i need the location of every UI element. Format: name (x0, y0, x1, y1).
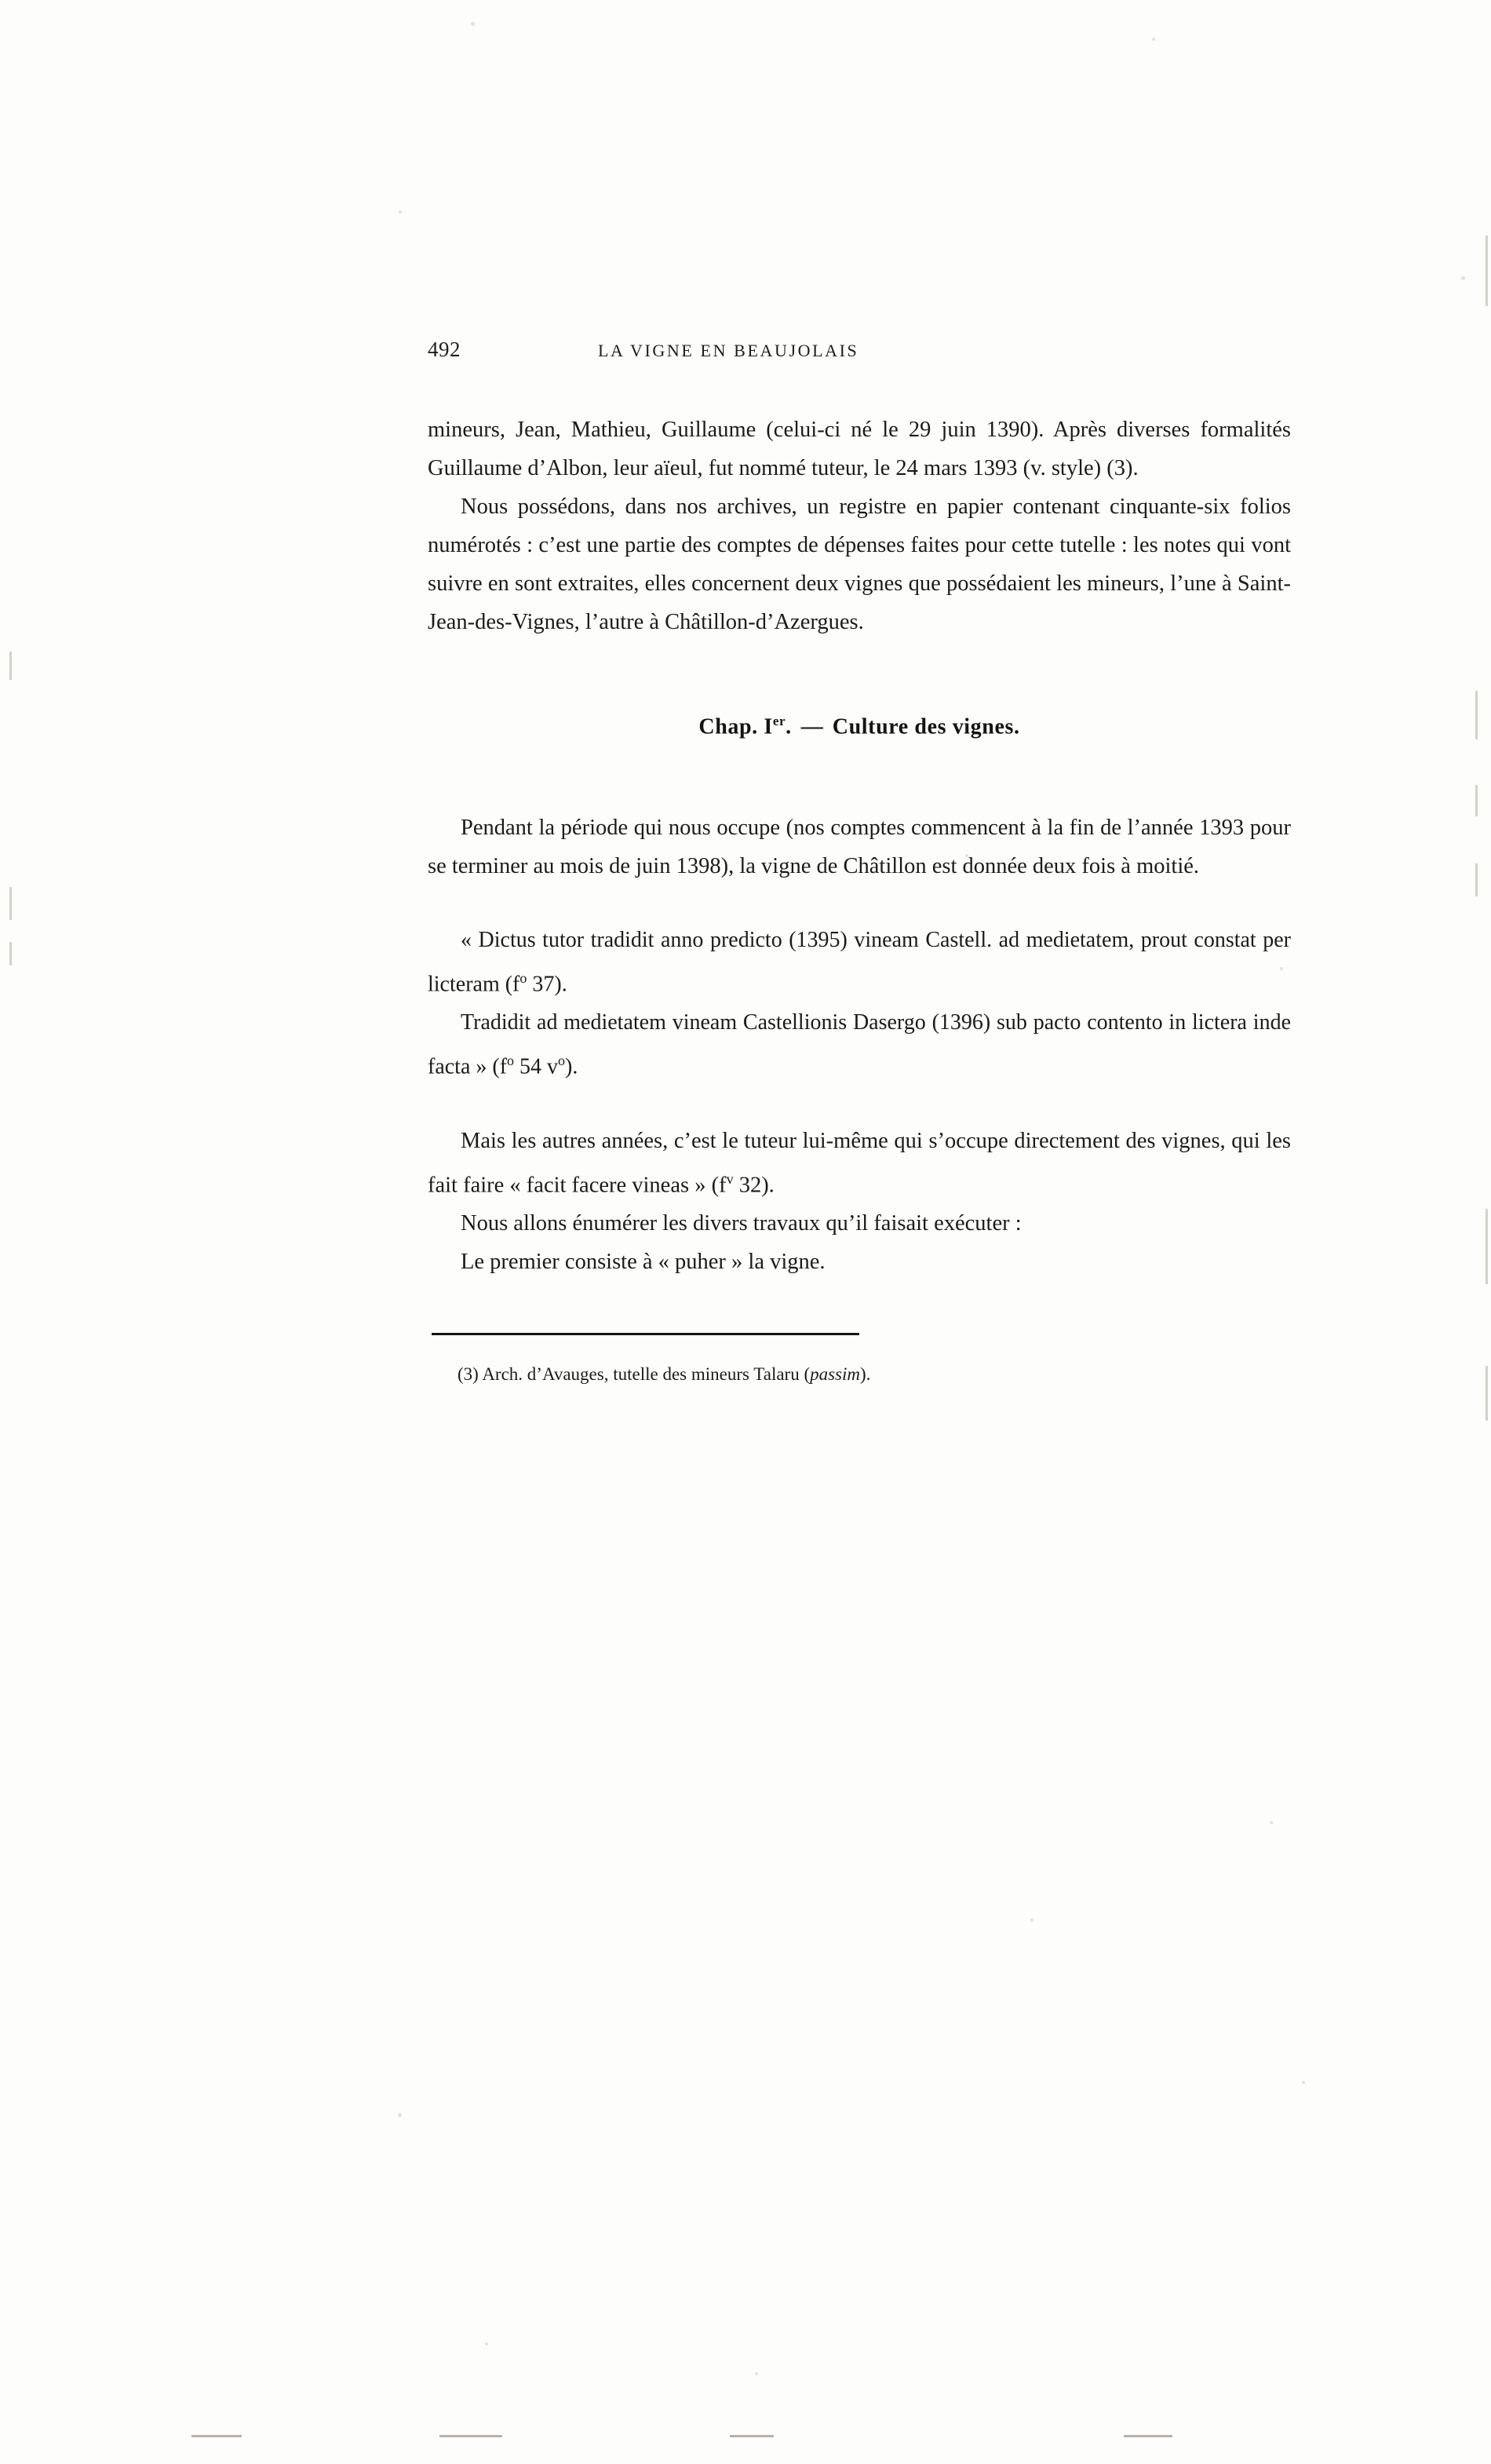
footnote-separator-rule (432, 1333, 859, 1335)
margin-bleed-mark (1486, 1209, 1488, 1284)
paragraph-6: Le premier consiste à « puher » la vigne. (461, 1250, 826, 1275)
quotation-2-text: Tradidit ad medietatem vineam Castellionis Dasergo (1396) sub pacto contento in lictera inde facta » (f (428, 1009, 1291, 1079)
margin-bleed-mark (9, 942, 12, 966)
paragraph-5: Nous allons énumérer les divers travaux qu’il faisait exécuter : (461, 1211, 1022, 1236)
paragraph-3: Pendant la période qui nous occupe (nos comptes commencent à la fin de l’année 1393 pour se terminer au mois de juin 1398), la vigne de Châtillon est donnée deux fois à moitié. (428, 816, 1291, 879)
bottom-mark (730, 2435, 774, 2437)
footnote-text-tail: ). (860, 1364, 871, 1385)
verso-superscript: o (558, 1052, 566, 1068)
scan-speck (1461, 276, 1465, 280)
page-number: 492 (428, 338, 461, 361)
running-head-title: LA VIGNE EN BEAUJOLAIS (598, 341, 859, 360)
bottom-mark (439, 2435, 502, 2437)
folio-superscript: o (519, 970, 527, 987)
folio-superscript: o (507, 1052, 515, 1068)
margin-bleed-mark (1475, 691, 1478, 739)
margin-bleed-mark (1475, 785, 1478, 816)
folio-superscript: v (726, 1170, 734, 1187)
chapter-heading-dot: . (786, 714, 792, 739)
scan-speck (1270, 1821, 1273, 1824)
footnote-3 (428, 1360, 1291, 1389)
chapter-heading-title: Culture des vignes. (832, 714, 1020, 739)
scan-speck (1302, 2081, 1305, 2084)
quotation-1-text: « Dictus tutor tradidit anno predicto (1395) vineam Castell. ad medietatem, prout constat per licteram (f (428, 928, 1291, 997)
scan-speck (399, 210, 402, 214)
scan-speck (1152, 38, 1155, 41)
margin-bleed-mark (1486, 1366, 1488, 1421)
paragraph-4 (428, 1122, 1291, 1205)
margin-bleed-mark (9, 887, 12, 920)
quotation-2-tail: 54 v (514, 1053, 559, 1079)
latin-quotation-block (428, 922, 1291, 1086)
scan-speck (1030, 1918, 1033, 1922)
margin-bleed-mark (1486, 235, 1488, 306)
paragraph-spacer (428, 1086, 1291, 1122)
running-head (428, 338, 1291, 362)
scan-speck (485, 2342, 488, 2345)
chapter-heading (428, 714, 1291, 739)
footnote-text: Arch. d’Avauges, tutelle des mineurs Talaru ( (482, 1364, 811, 1385)
scan-speck (471, 22, 475, 26)
bottom-mark (1124, 2435, 1172, 2437)
paragraph-4-text: Mais les autres années, c’est le tuteur lui-même qui s’occupe directement des vignes, qui les fait faire « facit facere vineas » (f (428, 1128, 1291, 1198)
margin-bleed-mark (1475, 863, 1478, 896)
chapter-heading-prefix: Chap. I (698, 714, 773, 739)
footnote-marker: (3) (458, 1364, 483, 1385)
chapter-heading-dash: — (800, 714, 823, 739)
paragraph-2: Nous possédons, dans nos archives, un registre en papier contenant cinquante-six folios numérotés : c’est une partie des comptes de dépenses faites pour cette tutelle : les notes qui vont suivre en sont extraites, elles concernent deux vignes que possédaient les mineurs, l’une à Saint-Jean-des-Vignes, l’autre à Châtillon-d’Azergues. (428, 495, 1291, 634)
quotation-line-1 (428, 922, 1291, 1003)
footnote-italic-term: passim (810, 1364, 861, 1385)
margin-bleed-mark (9, 652, 12, 680)
quotation-line-2 (428, 1004, 1291, 1086)
page-bottom-marks (0, 2426, 1491, 2457)
page-text-block (428, 338, 1291, 1389)
paragraph-1: mineurs, Jean, Mathieu, Guillaume (celui-ci né le 29 juin 1390). Après diverses formalités Guillaume d’Albon, leur aïeul, fut nommé tuteur, le 24 mars 1393 (v. style) (3). (428, 418, 1291, 480)
bottom-mark (191, 2435, 242, 2437)
chapter-heading-superscript: er (772, 714, 786, 728)
scan-speck (398, 2113, 402, 2117)
paragraph-4-tail: 32). (733, 1173, 775, 1198)
paragraph-spacer (428, 885, 1291, 922)
scan-speck (755, 2372, 758, 2375)
quotation-1-tail: 37). (527, 972, 567, 997)
quotation-2-end: ). (565, 1053, 578, 1079)
